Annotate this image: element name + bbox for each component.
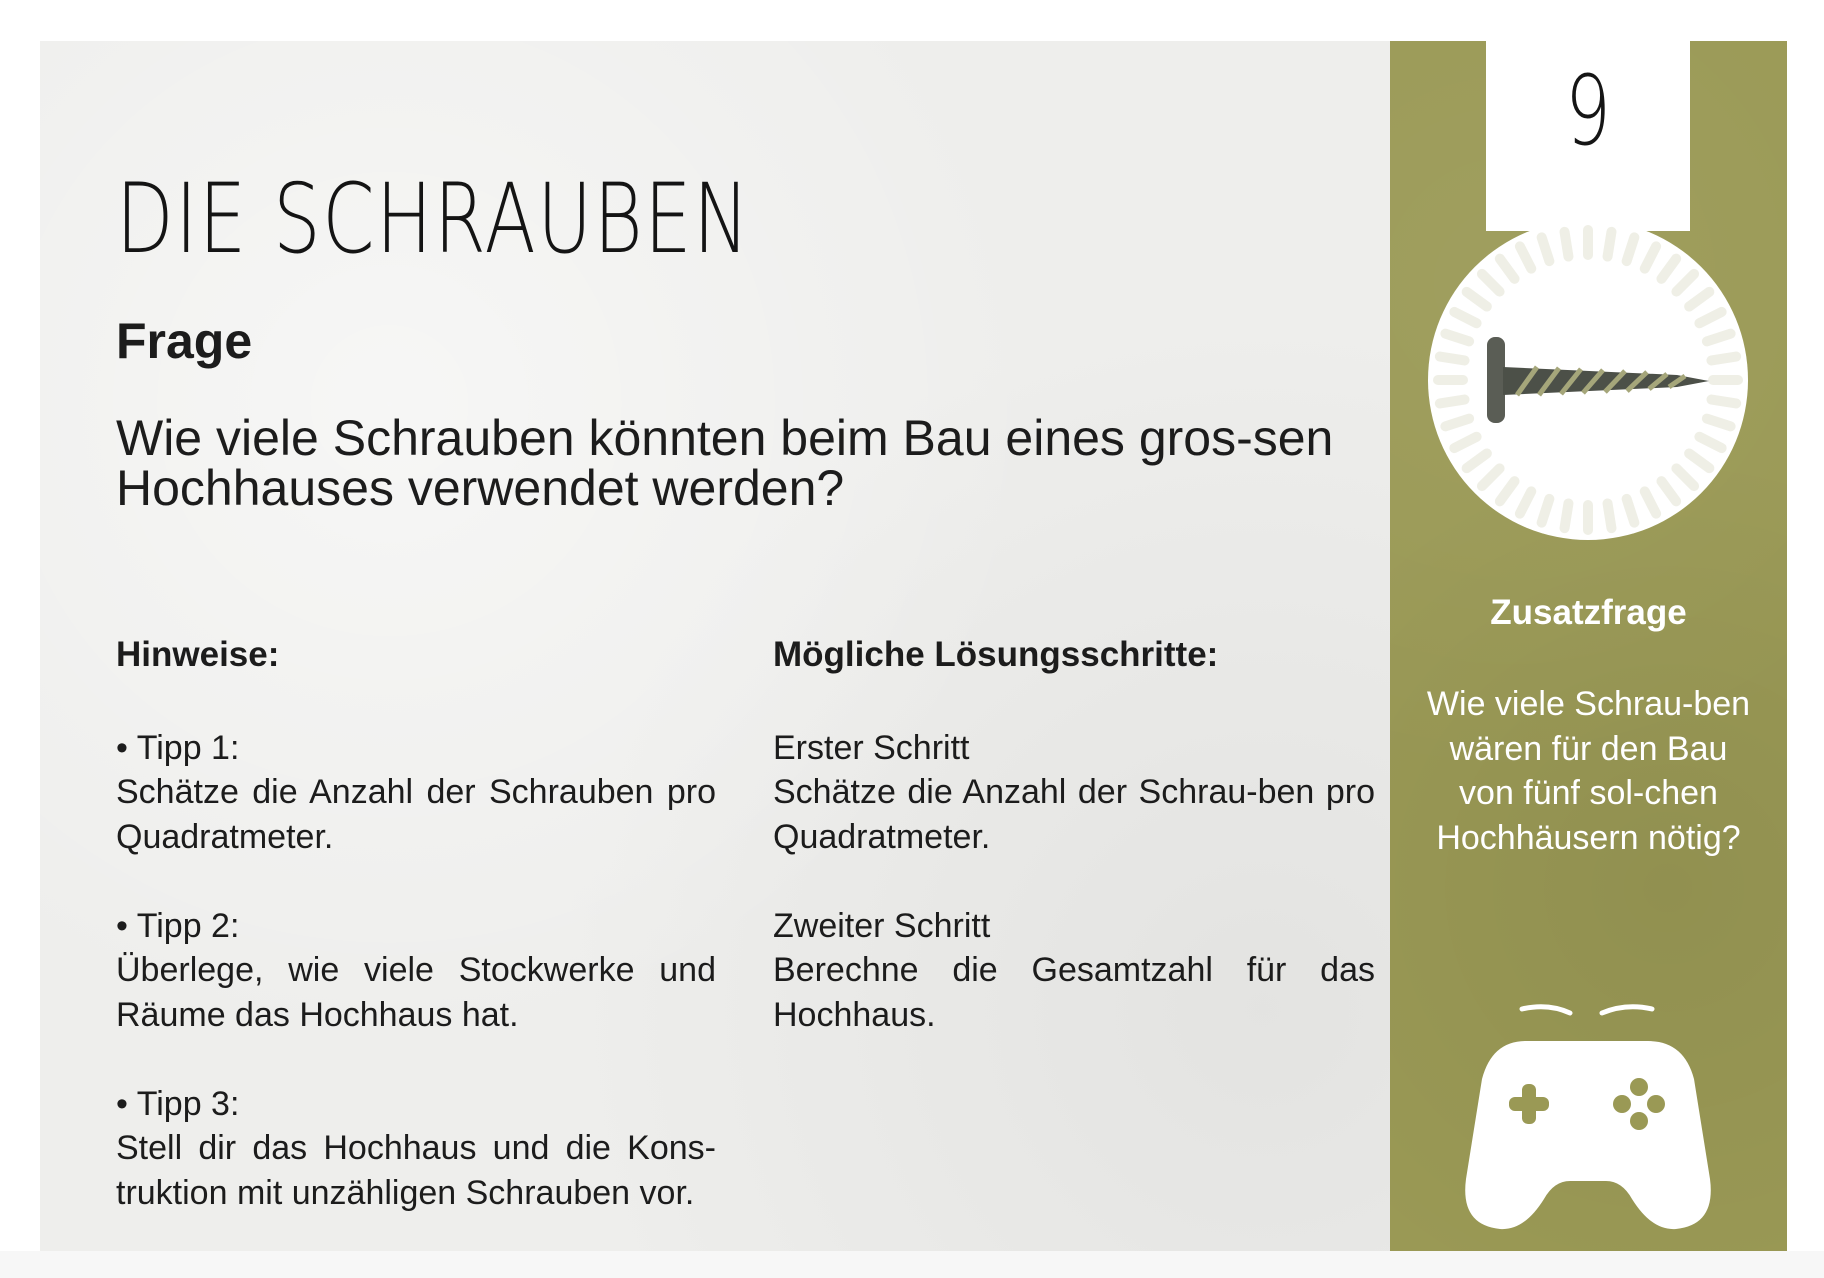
- hint-item: [116, 726, 716, 860]
- card-sidebar: [1390, 41, 1787, 1251]
- gamepad-icon: [1462, 1003, 1714, 1241]
- extra-question-label: Zusatzfrage: [1490, 593, 1687, 632]
- medallion-ray: [1440, 357, 1465, 361]
- step-text: Berechne die Gesamtzahl für das Hochhaus.: [773, 951, 1375, 1034]
- screw-medallion: [1427, 219, 1749, 541]
- medallion-ray: [1440, 400, 1465, 404]
- medallion-ray: [1608, 232, 1612, 257]
- medallion-ray: [1711, 400, 1736, 404]
- steps-column: [773, 637, 1375, 1082]
- hint-label: • Tipp 3:: [116, 1084, 240, 1123]
- hint-item: [116, 1082, 716, 1216]
- step-item: [773, 904, 1375, 1038]
- card-number: 9: [1565, 55, 1611, 167]
- steps-heading: Mögliche Lösungsschritte:: [773, 635, 1219, 674]
- medallion-ray: [1565, 503, 1569, 528]
- hint-text: Stell dir das Hochhaus und die Kons-truktion mit unzähligen Schrauben vor.: [116, 1129, 716, 1212]
- card-title: DIE SCHRAUBEN: [116, 163, 751, 275]
- medallion-ray: [1711, 357, 1736, 361]
- hint-label: • Tipp 1:: [116, 728, 240, 767]
- step-text: Schätze die Anzahl der Schrau-ben pro Quadratmeter.: [773, 773, 1375, 856]
- hints-column: [116, 637, 716, 1251]
- page-footer-strip: [0, 1251, 1824, 1278]
- hints-heading: Hinweise:: [116, 635, 280, 674]
- question-label: Frage: [116, 313, 253, 369]
- hint-item: [116, 904, 716, 1038]
- hint-text: Schätze die Anzahl der Schrauben pro Quadratmeter.: [116, 773, 716, 856]
- hint-text: Überlege, wie viele Stockwerke und Räume das Hochhaus hat.: [116, 951, 716, 1034]
- medallion-ray: [1565, 232, 1569, 257]
- extra-question-text: Wie viele Schrau-ben wären für den Bau von fünf sol-chen Hochhäusern nötig?: [1426, 685, 1751, 857]
- medallion-ray: [1608, 503, 1612, 528]
- step-label: Erster Schritt: [773, 728, 970, 767]
- step-item: [773, 726, 1375, 860]
- card-main-area: [40, 41, 1390, 1251]
- hint-label: • Tipp 2:: [116, 906, 240, 945]
- step-label: Zweiter Schritt: [773, 906, 991, 945]
- puzzle-card: [40, 41, 1787, 1251]
- question-text: Wie viele Schrauben könnten beim Bau eines gros-sen Hochhauses verwendet werden?: [116, 410, 1334, 516]
